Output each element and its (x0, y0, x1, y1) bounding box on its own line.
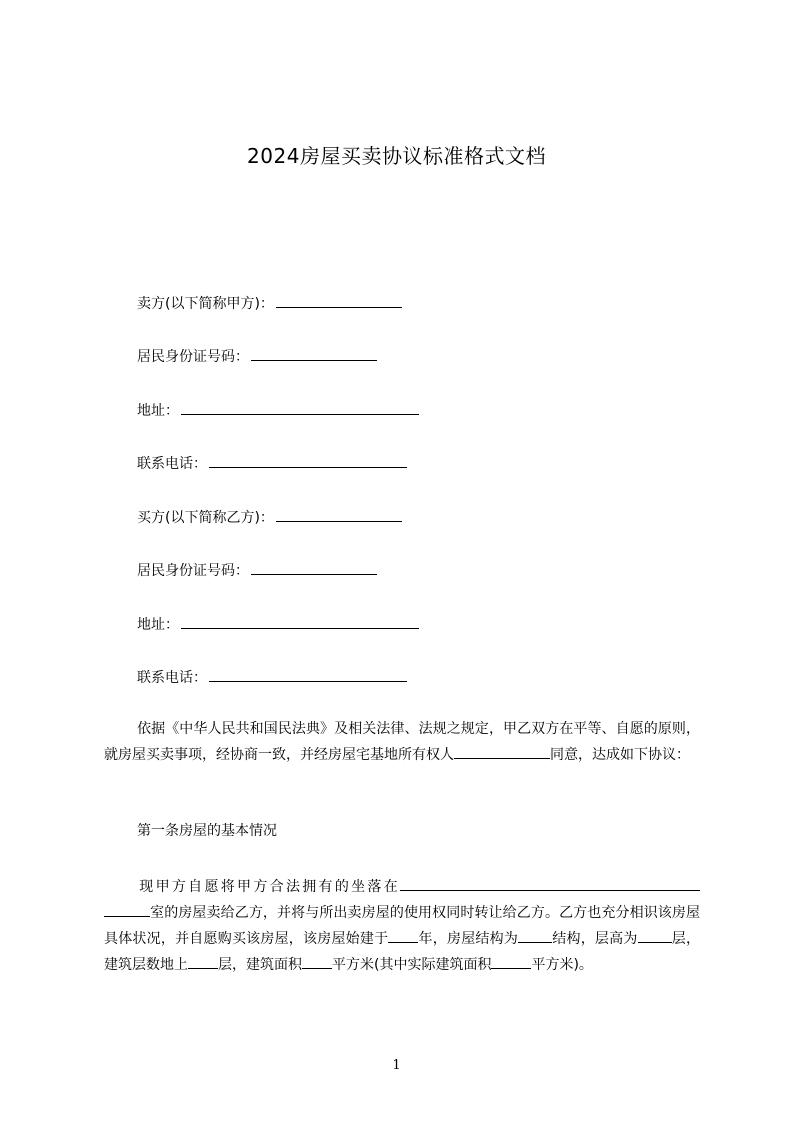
structure-type-blank[interactable] (518, 928, 552, 943)
section-1-text-2: 室的房屋卖给乙方，并将与所出卖房屋的使用权同时转让给乙方。乙方也充分相识该房屋具体状况，并自愿购买该房屋，该房屋始建于 (104, 905, 700, 947)
section-1-text-7: 平方米(其中实际建筑面积 (332, 957, 492, 973)
seller-address-label: 地址： (137, 403, 179, 419)
seller-name-label: 卖方(以下简称甲方)： (137, 296, 274, 312)
building-area-blank[interactable] (302, 954, 332, 969)
seller-phone-field (137, 453, 407, 474)
property-location-blank-2[interactable] (104, 902, 150, 917)
floors-above-ground-blank[interactable] (188, 954, 218, 969)
buyer-id-label: 居民身份证号码： (137, 563, 249, 579)
buyer-phone-field (137, 667, 407, 688)
preamble-text-1: 依据《中华人民共和国民法典》及相关法律、法规之规定，甲乙双方在平等、自愿的原则，就房屋买卖事项，经协商一致，并经房屋宅基地所有权人 (104, 721, 700, 763)
buyer-name-label: 买方(以下简称乙方)： (137, 510, 274, 526)
buyer-phone-label: 联系电话： (137, 670, 207, 686)
floor-height-blank[interactable] (638, 928, 672, 943)
preamble-paragraph (104, 716, 700, 768)
section-1-text-4: 结构，层高为 (552, 931, 638, 947)
buyer-name-field (137, 507, 402, 528)
property-location-blank-1[interactable] (400, 876, 700, 891)
section-1-text-8: 平方米)。 (531, 957, 593, 973)
section-1-heading: 第一条房屋的基本情况 (137, 823, 277, 839)
seller-id-field (137, 346, 377, 367)
section-1-text-1: 现甲方自愿将甲方合法拥有的坐落在 (137, 879, 400, 895)
seller-id-label: 居民身份证号码： (137, 349, 249, 365)
buyer-address-label: 地址： (137, 617, 179, 633)
preamble-text-2: 同意，达成如下协议： (550, 747, 690, 763)
buyer-id-field (137, 560, 377, 581)
buyer-phone-blank[interactable] (209, 667, 407, 682)
buyer-id-blank[interactable] (251, 560, 377, 575)
seller-address-field (137, 400, 419, 421)
section-1-text-5: 层，建筑层数地上 (104, 931, 701, 973)
section-1-paragraph (104, 874, 700, 978)
seller-phone-label: 联系电话： (137, 456, 207, 472)
page-number: 1 (392, 1058, 401, 1073)
actual-area-blank[interactable] (491, 954, 531, 969)
seller-name-blank[interactable] (276, 293, 402, 308)
seller-id-blank[interactable] (251, 346, 377, 361)
seller-name-field (137, 293, 402, 314)
seller-address-blank[interactable] (181, 400, 419, 415)
buyer-address-blank[interactable] (181, 614, 419, 629)
buyer-name-blank[interactable] (276, 507, 402, 522)
document-title: 2024房屋买卖协议标准格式文档 (247, 144, 546, 168)
homestead-owner-blank[interactable] (454, 744, 550, 759)
section-1-text-6: 层，建筑面积 (218, 957, 302, 973)
seller-phone-blank[interactable] (209, 453, 407, 468)
buyer-address-field (137, 614, 419, 635)
build-year-blank[interactable] (388, 928, 418, 943)
section-1-text-3: 年，房屋结构为 (418, 931, 519, 947)
